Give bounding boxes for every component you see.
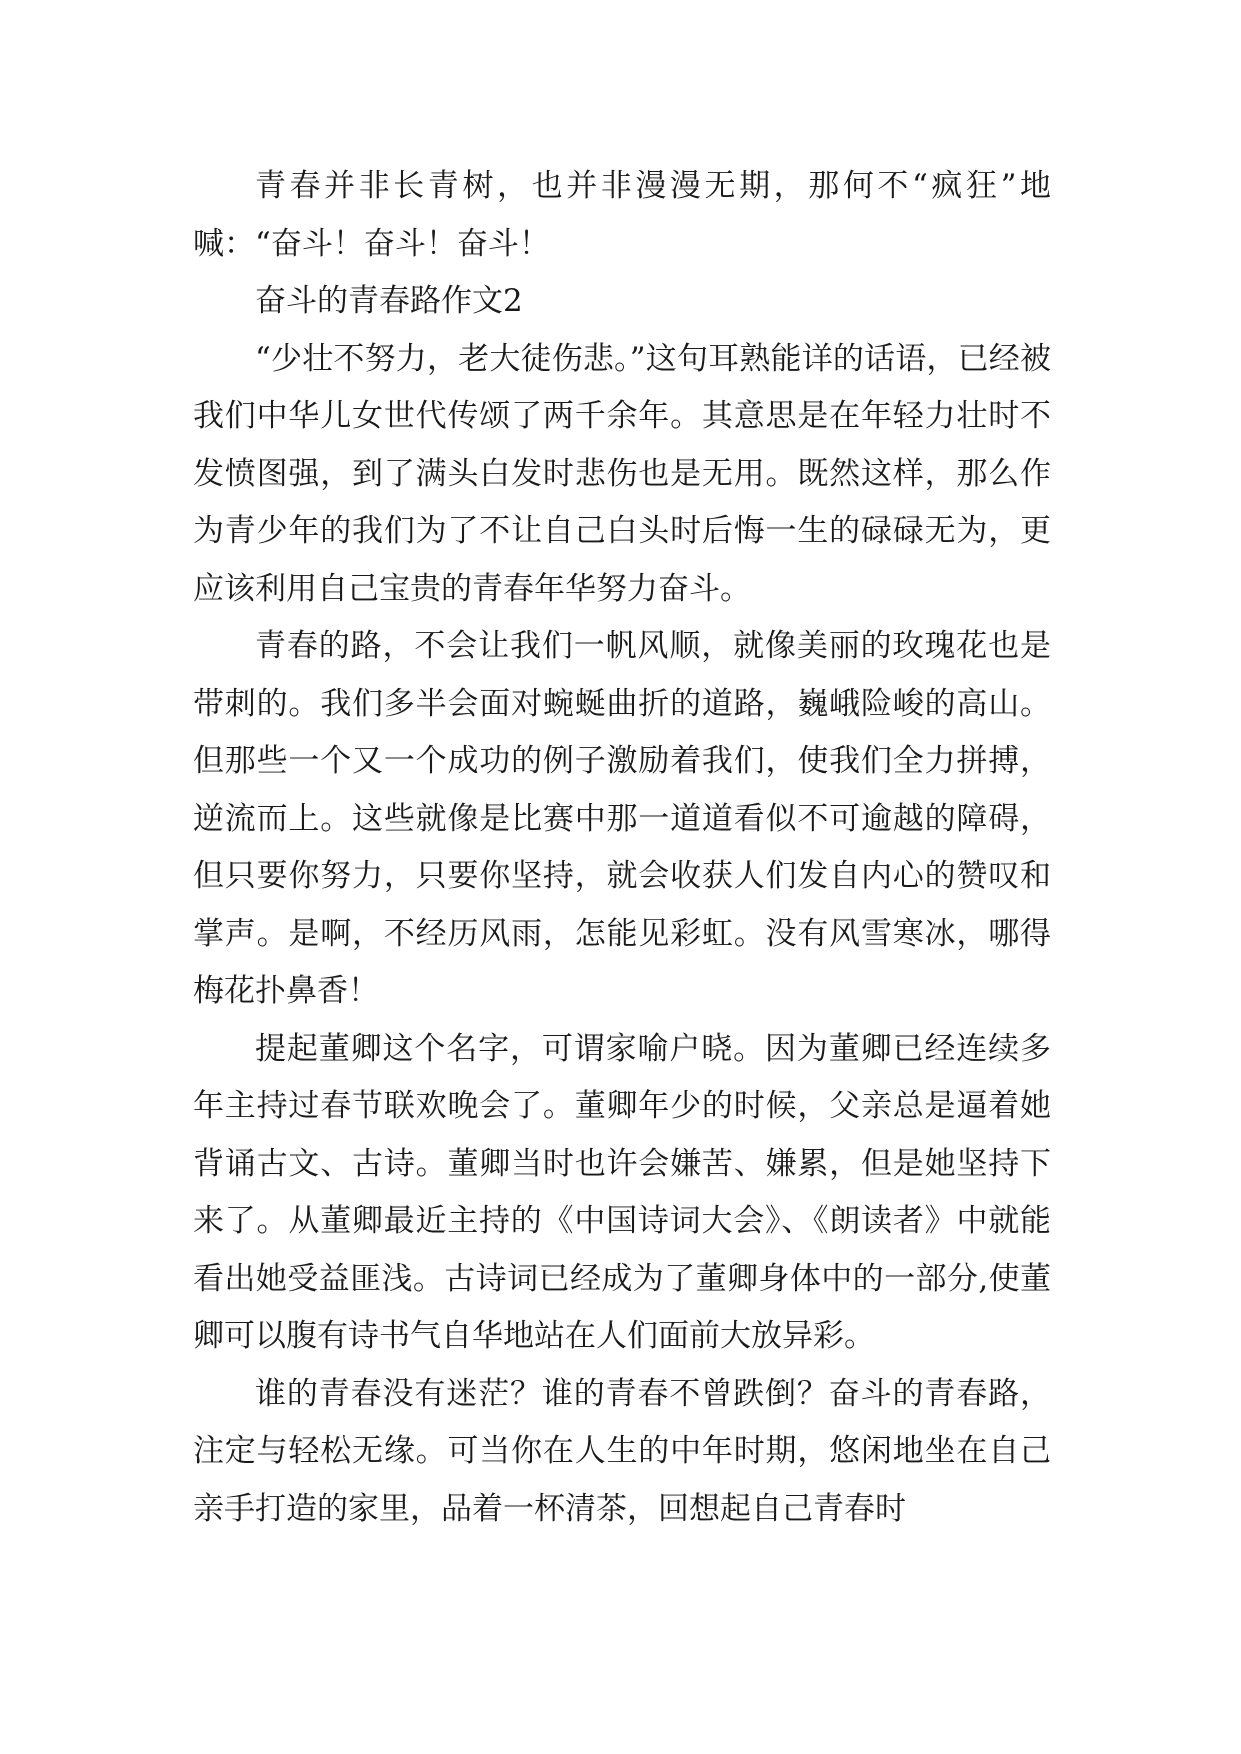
- paragraph-road-of-youth: 青春的路，不会让我们一帆风顺，就像美丽的玫瑰花也是带刺的。我们多半会面对蜿蜒曲折的道路，巍峨险峻的高山。但那些一个又一个成功的例子激励着我们，使我们全力拼搏，逆流而上。这些就像是比赛中那一道道看似不可逾越的障碍，但只要你努力，只要你坚持，就会收获人们发自内心的赞叹和掌声。是啊，不经历风雨，怎能见彩虹。没有风雪寒冰，哪得梅花扑鼻香！: [193, 628, 1051, 1009]
- paragraph-confusion: 谁的青春没有迷茫？谁的青春不曾跌倒？奋斗的青春路，注定与轻松无缘。可当你在人生的中年时期，悠闲地坐在自己亲手打造的家里，品着一杯清茶，回想起自己青春时: [193, 1375, 1051, 1527]
- paragraph-carryover: 青春并非长青树，也并非漫漫无期，那何不“疯狂”地喊：“奋斗！奋斗！奋斗！: [193, 168, 1051, 262]
- paragraph-quote-intro: “少壮不努力，老大徒伤悲。”这句耳熟能详的话语，已经被我们中华儿女世代传颂了两千余年。其意思是在年轻力壮时不发愤图强，到了满头白发时悲伤也是无用。既然这样，那么作为青少年的我们为了不让自己白头时后悔一生的碌碌无为，更应该利用自己宝贵的青春年华努力奋斗。: [193, 340, 1051, 607]
- document-body: [193, 158, 1051, 1538]
- paragraph-dong-qing: 提起董卿这个名字，可谓家喻户晓。因为董卿已经连续多年主持过春节联欢晚会了。董卿年少的时候，父亲总是逼着她背诵古文、古诗。董卿当时也许会嫌苦、嫌累，但是她坚持下来了。从董卿最近主持的《中国诗词大会》、《朗读者》中就能看出她受益匪浅。古诗词已经成为了董卿身体中的一部分,使董卿可以腹有诗书气自华地站在人们面前大放异彩。: [193, 1030, 1051, 1354]
- essay-title: 奋斗的青春路作文2: [255, 283, 523, 319]
